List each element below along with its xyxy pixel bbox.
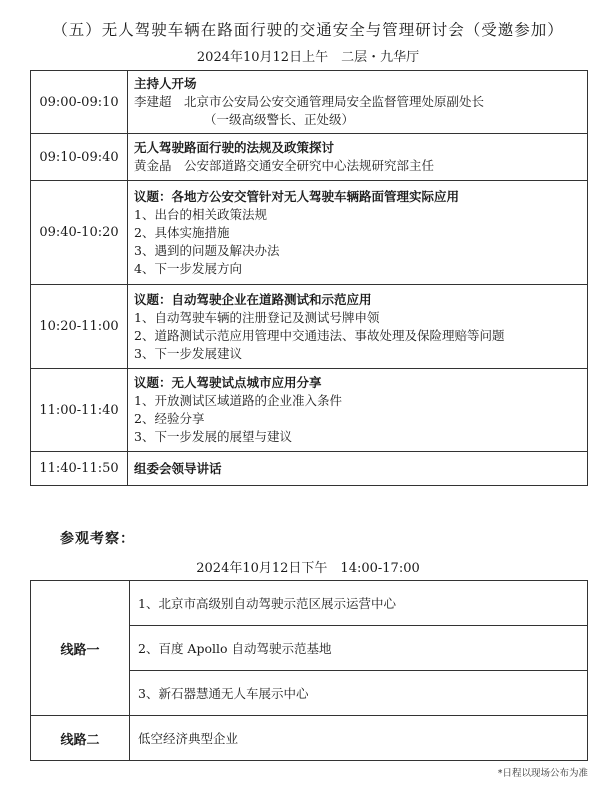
schedule-content: [128, 181, 588, 285]
visit-section-title: 参观考察：: [60, 531, 135, 547]
schedule-line: 2、经验分享: [134, 411, 205, 426]
session-date-location: 2024年10月12日上午 二层・九华厅: [196, 50, 420, 65]
schedule-line: 黄金晶 公安部道路交通安全研究中心法规研究部主任: [134, 158, 435, 173]
schedule-line: 3、下一步发展的展望与建议: [134, 429, 292, 444]
schedule-row: [31, 285, 588, 369]
route-label: 线路二: [31, 716, 130, 761]
schedule-heading: 议题：各地方公安交管针对无人驾驶车辆路面管理实际应用: [134, 188, 460, 204]
schedule-heading: 组委会领导讲话: [134, 460, 222, 476]
schedule-content: [128, 285, 588, 369]
schedule-heading: 议题：自动驾驶企业在道路测试和示范应用: [134, 291, 372, 307]
route-item: 低空经济典型企业: [130, 716, 588, 761]
schedule-line: 3、下一步发展建议: [134, 345, 242, 361]
schedule-line: 3、遇到的问题及解决办法: [134, 242, 280, 258]
schedule-time: 11:00-11:40: [31, 369, 128, 452]
schedule-line: 2、道路测试示范应用管理中交通违法、事故处理及保险理赔等问题: [134, 327, 505, 343]
visit-time: 2024年10月12日下午 14:00-17:00: [196, 561, 420, 576]
schedule-heading: 议题：无人驾驶试点城市应用分享: [134, 375, 322, 390]
schedule-heading: 无人驾驶路面行驶的法规及政策探讨: [134, 140, 335, 155]
schedule-content: [128, 369, 588, 452]
schedule-row: [31, 181, 588, 285]
page-title: （五）无人驾驶车辆在路面行驶的交通安全与管理研讨会（受邀参加）: [52, 21, 564, 39]
schedule-heading: 主持人开场: [134, 76, 197, 91]
visit-row: [31, 716, 588, 761]
schedule-line: 4、下一步发展方向: [134, 260, 242, 276]
schedule-line: 1、出台的相关政策法规: [134, 206, 267, 222]
schedule-line: 李建超 北京市公安局公安交通管理局安全监督管理处原副处长: [134, 94, 485, 109]
footnote: *日程以现场公布为准: [497, 768, 588, 779]
schedule-table: [30, 70, 588, 486]
route-label: 线路一: [31, 581, 130, 716]
schedule-time: 09:10-09:40: [31, 134, 128, 181]
schedule-line: 1、开放测试区域道路的企业准入条件: [134, 393, 342, 408]
schedule-content: [128, 134, 588, 181]
visit-row: [31, 581, 588, 626]
schedule-line: 2、具体实施措施: [134, 224, 230, 240]
schedule-line: 1、自动驾驶车辆的注册登记及测试号牌申领: [134, 309, 380, 325]
schedule-time: 09:00-09:10: [31, 71, 128, 134]
schedule-row: [31, 134, 588, 181]
route-item: 2、百度 Apollo 自动驾驶示范基地: [130, 626, 588, 671]
visit-table: [30, 580, 588, 761]
schedule-time: 11:40-11:50: [31, 452, 128, 486]
route-item: 1、北京市高级别自动驾驶示范区展示运营中心: [130, 581, 588, 626]
schedule-row: [31, 71, 588, 134]
schedule-row: [31, 369, 588, 452]
route-item: 3、新石器慧通无人车展示中心: [130, 671, 588, 716]
schedule-row: [31, 452, 588, 486]
schedule-content: [128, 71, 588, 134]
schedule-line: （一级高级警长、正处级）: [204, 112, 355, 127]
schedule-time: 10:20-11:00: [31, 285, 128, 369]
schedule-time: 09:40-10:20: [31, 181, 128, 285]
schedule-content: [128, 452, 588, 486]
